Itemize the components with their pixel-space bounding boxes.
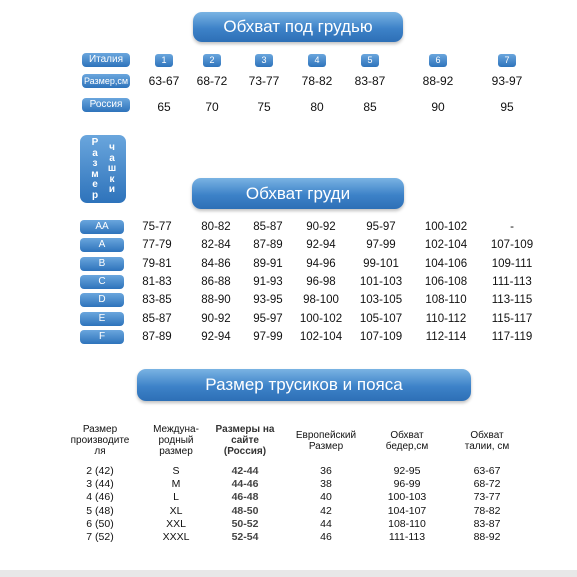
size-cm-value: 83-87 — [354, 74, 386, 88]
briefs-value: 63-67 — [473, 465, 501, 477]
cup-letter: A — [80, 238, 124, 252]
bust-value: 93-95 — [253, 294, 283, 307]
russia-size: 70 — [205, 100, 219, 114]
cup-size-label — [80, 135, 126, 203]
bust-value: 104-106 — [424, 257, 468, 270]
italy-size: 2 — [203, 54, 221, 67]
briefs-value: 78-82 — [473, 504, 501, 517]
russia-size: 65 — [157, 100, 171, 114]
briefs-value: 44 — [320, 517, 332, 530]
cup-size-label-left: Р а з м е р — [91, 137, 99, 201]
briefs-value: 42 — [320, 504, 332, 517]
briefs-value: 100-103 — [387, 491, 427, 504]
bust-value: 81-83 — [142, 275, 172, 288]
bust-value: 105-107 — [359, 312, 403, 325]
bust-value: 112-114 — [425, 330, 467, 343]
column-header: Размеры на сайте (Россия) — [215, 424, 275, 457]
briefs-value: 96-99 — [393, 478, 421, 491]
cup-letter: AA — [80, 220, 124, 234]
briefs-value: 83-87 — [473, 517, 501, 530]
briefs-value: 108-110 — [388, 517, 426, 530]
bust-value: 92-94 — [201, 330, 231, 343]
briefs-value: 6 (50) — [86, 517, 114, 530]
briefs-value: 3 (44) — [86, 478, 114, 491]
bust-value: 97-99 — [253, 330, 283, 343]
bottom-strip — [0, 570, 577, 577]
bust-value: 103-105 — [359, 294, 403, 307]
russia-size: 90 — [431, 100, 445, 114]
size-cm-value: 68-72 — [196, 74, 228, 88]
bust-value: 95-97 — [366, 221, 396, 233]
briefs-value: XXXL — [162, 531, 190, 543]
bust-value: 107-109 — [359, 330, 403, 343]
briefs-value: 4 (46) — [86, 491, 114, 504]
bust-value: 77-79 — [142, 239, 172, 252]
bust-value: 117-119 — [491, 330, 533, 343]
briefs-value: 44-46 — [231, 478, 259, 491]
bust-value: 89-91 — [253, 257, 283, 270]
bust-value: 79-81 — [142, 257, 172, 270]
bust-value: 91-93 — [253, 275, 283, 288]
column-header: Междуна- родный размер — [153, 424, 199, 457]
bust-value: 96-98 — [306, 275, 336, 288]
bust-value: 97-99 — [366, 239, 396, 252]
bust-value: 84-86 — [201, 257, 231, 270]
bust-value: 75-77 — [142, 221, 172, 233]
cup-letter: D — [80, 293, 124, 307]
briefs-value: 46-48 — [231, 491, 259, 504]
size-cm-label: Размер,см — [83, 76, 129, 86]
russia-size: 80 — [310, 100, 324, 114]
bust-value: 98-100 — [303, 294, 339, 307]
bust-value: 82-84 — [201, 239, 231, 252]
bust-title: Обхват груди — [192, 178, 404, 209]
bust-value: 90-92 — [201, 312, 231, 325]
bust-value: 85-87 — [253, 221, 283, 233]
briefs-value: 88-92 — [473, 531, 501, 543]
cup-size-label-right: ч а ш к и — [107, 142, 117, 195]
column-header: Размер производите ля — [70, 424, 130, 457]
size-cm-value: 93-97 — [491, 74, 523, 88]
size-cm-value: 73-77 — [248, 74, 280, 88]
bust-value: 108-110 — [425, 294, 467, 307]
russia-label: Россия — [82, 98, 130, 112]
briefs-value: 48-50 — [231, 504, 259, 517]
italy-size: 7 — [498, 54, 516, 67]
bust-value: 111-113 — [492, 275, 532, 288]
cup-letter: F — [80, 330, 124, 344]
briefs-value: S — [172, 465, 180, 477]
briefs-value: 46 — [320, 531, 332, 543]
bust-value: 106-108 — [424, 275, 468, 288]
bust-value: 102-104 — [299, 330, 343, 343]
bust-value: 83-85 — [142, 294, 172, 307]
bust-value: 94-96 — [306, 257, 336, 270]
russia-size: 75 — [257, 100, 271, 114]
bust-value: 113-115 — [491, 294, 533, 307]
bust-value: 92-94 — [306, 239, 336, 252]
bust-value: 90-92 — [306, 221, 336, 233]
size-cm-value: 78-82 — [301, 74, 333, 88]
bust-value: 88-90 — [201, 294, 231, 307]
cup-letter: C — [80, 275, 124, 289]
size-cm-value: 88-92 — [422, 74, 454, 88]
briefs-value: 5 (48) — [86, 504, 114, 517]
bust-value: 102-104 — [424, 239, 468, 252]
bust-value: - — [510, 221, 514, 233]
italy-size: 1 — [155, 54, 173, 67]
bust-value: 100-102 — [424, 221, 468, 233]
russia-size: 95 — [500, 100, 514, 114]
italy-size: 3 — [255, 54, 273, 67]
briefs-value: 7 (52) — [86, 531, 114, 543]
bust-value: 99-101 — [363, 257, 399, 270]
briefs-value: 2 (42) — [86, 465, 114, 477]
italy-size: 5 — [361, 54, 379, 67]
briefs-value: XL — [169, 504, 183, 517]
bust-value: 85-87 — [142, 312, 172, 325]
bust-value: 109-111 — [491, 257, 533, 270]
briefs-value: 50-52 — [231, 517, 259, 530]
briefs-value: 104-107 — [387, 504, 427, 517]
bust-value: 95-97 — [253, 312, 283, 325]
italy-size: 6 — [429, 54, 447, 67]
briefs-value: 38 — [320, 478, 332, 491]
briefs-value: 68-72 — [473, 478, 501, 491]
briefs-value: 42-44 — [231, 465, 259, 477]
briefs-value: 92-95 — [393, 465, 421, 477]
bust-value: 80-82 — [201, 221, 231, 233]
bust-value: 107-109 — [490, 239, 534, 252]
bust-value: 86-88 — [201, 275, 231, 288]
briefs-value: L — [173, 491, 179, 504]
column-header: Обхват бедер,см — [385, 430, 429, 452]
briefs-value: XXL — [166, 517, 186, 530]
underbust-title: Обхват под грудью — [193, 12, 403, 42]
briefs-value: 52-54 — [231, 531, 259, 543]
cup-letter: B — [80, 257, 124, 271]
bust-value: 87-89 — [253, 239, 283, 252]
russia-size: 85 — [363, 100, 377, 114]
briefs-value: 111-113 — [388, 531, 426, 543]
size-cm-value: 63-67 — [148, 74, 180, 88]
briefs-value: 36 — [320, 465, 332, 477]
cup-letter: E — [80, 312, 124, 326]
italy-size: 4 — [308, 54, 326, 67]
bust-value: 115-117 — [491, 312, 533, 325]
column-header: Обхват талии, см — [464, 430, 510, 452]
italy-label: Италия — [82, 53, 130, 67]
briefs-value: M — [171, 478, 181, 491]
briefs-title: Размер трусиков и пояса — [137, 369, 471, 401]
column-header: Европейский Размер — [295, 430, 357, 452]
bust-value: 101-103 — [359, 275, 403, 288]
bust-value: 87-89 — [142, 330, 172, 343]
bust-value: 110-112 — [425, 312, 467, 325]
bust-value: 100-102 — [299, 312, 343, 325]
briefs-value: 73-77 — [473, 491, 501, 504]
briefs-value: 40 — [320, 491, 332, 504]
